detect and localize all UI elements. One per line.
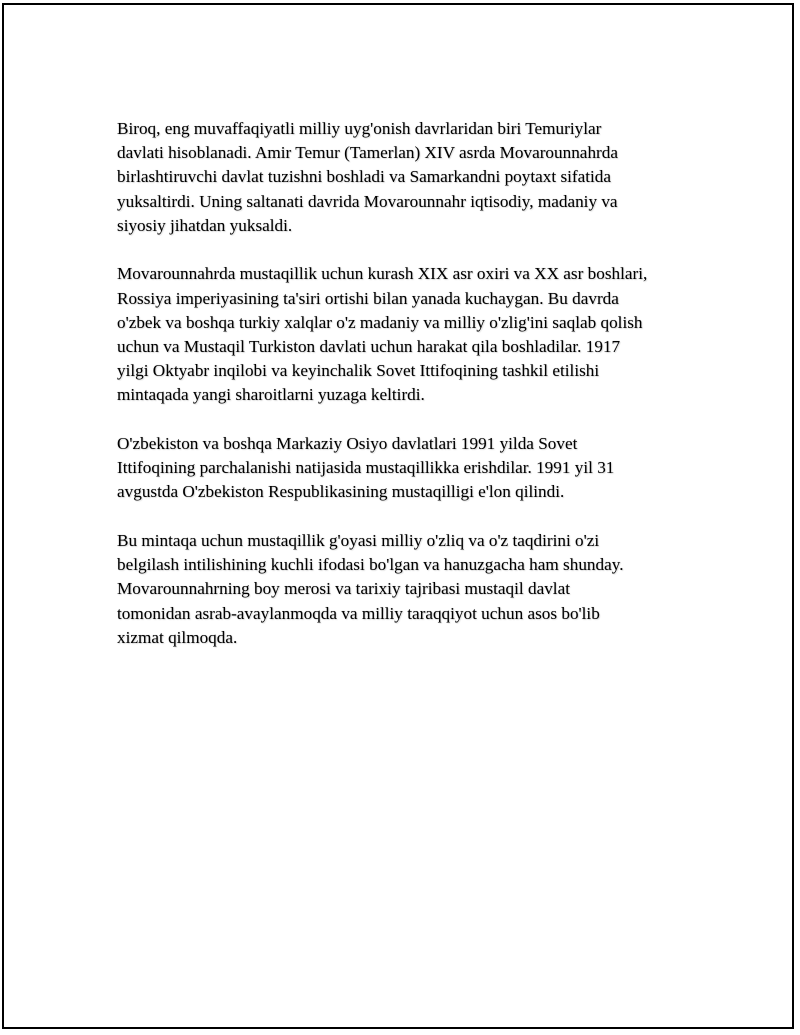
text-line: tomonidan asrab-avaylanmoqda va milliy taraqqiyot uchun asos bo'lib — [117, 603, 600, 623]
text-line: Ittifoqining parchalanishi natijasida mustaqillikka erishdilar. 1991 yil 31 — [117, 458, 615, 478]
text-line: xizmat qilmoqda. — [117, 627, 238, 647]
text-line: davlati hisoblanadi. Amir Temur (Tamerlan) XIV asrda Movarounnahrda — [117, 143, 618, 163]
paragraph-independence-struggle — [117, 262, 707, 407]
text-line: belgilash intilishining kuchli ifodasi bo'lgan va hanuzgacha ham shunday. — [117, 555, 624, 575]
text-line: uchun va Mustaqil Turkiston davlati uchun harakat qila boshladilar. 1917 — [117, 337, 621, 357]
text-line: avgustda O'zbekiston Respublikasining mustaqilligi e'lon qilindi. — [117, 482, 565, 502]
text-line: Movarounnahrda mustaqillik uchun kurash XIX asr oxiri va XX asr boshlari, — [117, 264, 648, 284]
text-line: o'zbek va boshqa turkiy xalqlar o'z madaniy va milliy o'zlig'ini saqlab qolish — [117, 312, 643, 332]
text-line: mintaqada yangi sharoitlarni yuzaga keltirdi. — [117, 385, 425, 405]
document-body — [117, 117, 707, 674]
text-line: siyosiy jihatdan yuksaldi. — [117, 215, 293, 235]
text-line: Bu mintaqa uchun mustaqillik g'oyasi milliy o'zliq va o'z taqdirini o'zi — [117, 531, 600, 551]
text-line: Biroq, eng muvaffaqiyatli milliy uyg'onish davrlaridan biri Temuriylar — [117, 119, 602, 138]
paragraph-conclusion — [117, 529, 707, 650]
paragraph-independence-1991 — [117, 432, 707, 505]
text-line: O'zbekiston va boshqa Markaziy Osiyo davlatlari 1991 yilda Sovet — [117, 434, 578, 454]
paragraph-temurids — [117, 117, 707, 238]
text-line: Movarounnahrning boy merosi va tarixiy tajribasi mustaqil davlat — [117, 579, 570, 599]
text-line: birlashtiruvchi davlat tuzishni boshladi va Samarkandni poytaxt sifatida — [117, 167, 612, 187]
text-line: yuksaltirdi. Uning saltanati davrida Movarounnahr iqtisodiy, madaniy va — [117, 191, 618, 211]
text-line: Rossiya imperiyasining ta'siri ortishi bilan yanada kuchaygan. Bu davrda — [117, 288, 619, 308]
text-line: yilgi Oktyabr inqilobi va keyinchalik Sovet Ittifoqining tashkil etilishi — [117, 361, 600, 381]
